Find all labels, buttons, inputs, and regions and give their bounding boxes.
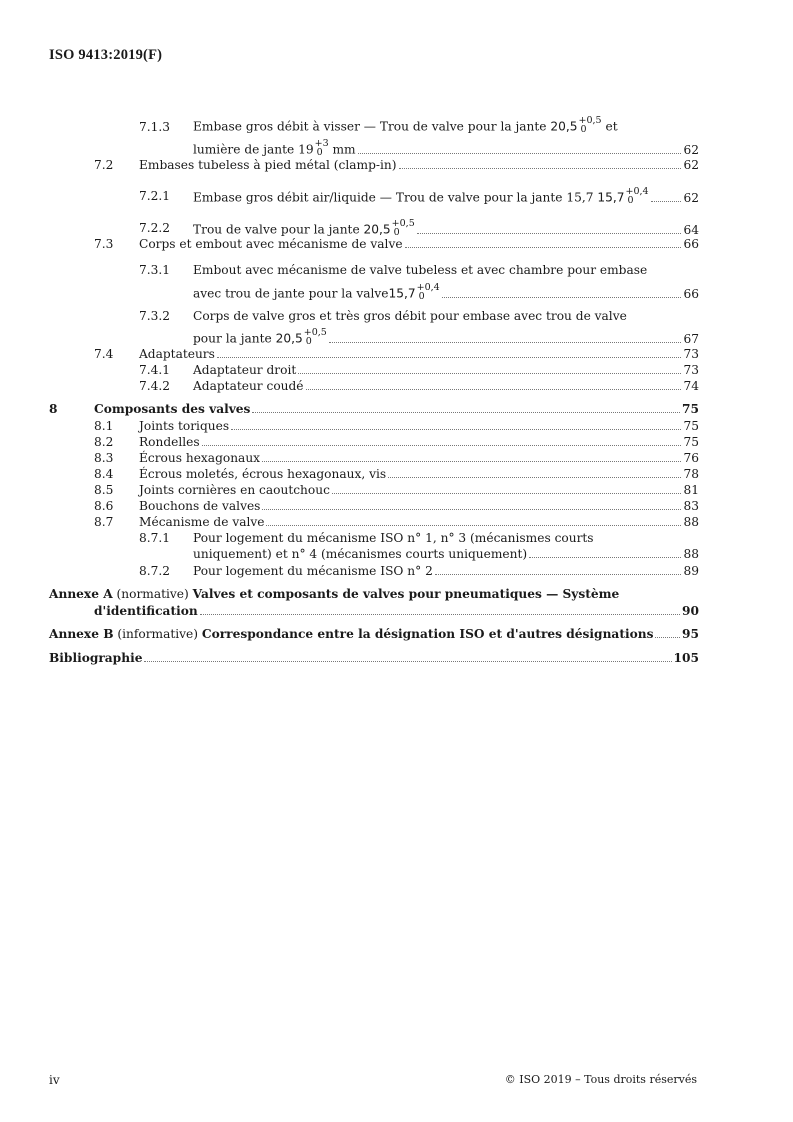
toc-num-8-7-1: 8.7.1 xyxy=(139,531,171,545)
toc-entry-8-7[interactable] xyxy=(139,515,699,529)
toc-text: Embase gros débit à visser — Trou de valve pour la jante xyxy=(193,119,547,134)
toc-text: Adaptateur coudé xyxy=(193,379,304,393)
toc-text: Mécanisme de valve xyxy=(139,515,265,529)
toc-num-8-4: 8.4 xyxy=(94,467,114,481)
toc-text-8-7-1-line1: Pour logement du mécanisme ISO n° 1, n° 3 (mécanismes courts xyxy=(193,531,594,545)
toc-page: 105 xyxy=(673,651,699,665)
page-number: iv xyxy=(49,1073,60,1087)
toc-entry-7-4-2[interactable] xyxy=(193,379,699,393)
tolerance: +0,5 0 xyxy=(303,327,327,347)
toc-entry-annex-b[interactable] xyxy=(49,627,699,641)
annex-type: (normative) xyxy=(116,587,189,601)
dot-leader xyxy=(417,233,682,234)
toc-entry-8[interactable] xyxy=(94,402,699,416)
toc-page: 62 xyxy=(683,158,699,172)
tolerance xyxy=(579,116,602,134)
dot-leader xyxy=(529,557,681,558)
toc-num-8-2: 8.2 xyxy=(94,435,114,449)
toc-page: 74 xyxy=(683,379,699,393)
toc-text-7-3-2-line1: Corps de valve gros et très gros débit pour embase avec trou de valve xyxy=(193,309,627,323)
toc-num-7-2: 7.2 xyxy=(94,158,114,172)
toc-entry-7-2-1[interactable] xyxy=(193,186,699,207)
toc-page: 78 xyxy=(683,467,699,481)
dot-leader xyxy=(202,445,682,446)
toc-text-end: et xyxy=(605,119,618,134)
toc-entry-8-5[interactable] xyxy=(139,483,699,497)
toc-page: 75 xyxy=(683,435,699,449)
toc-text: Bibliographie xyxy=(49,651,143,665)
toc-text-7-1-3-line1[interactable] xyxy=(193,115,618,136)
toc-page: 73 xyxy=(683,363,699,377)
document-id: ISO 9413:2019(F) xyxy=(49,47,163,63)
toc-page: 75 xyxy=(683,419,699,433)
dot-leader xyxy=(358,153,682,154)
toc-text: Écrous moletés, écrous hexagonaux, vis xyxy=(139,467,387,481)
dot-leader xyxy=(442,297,682,298)
annex-title: Correspondance entre la désignation ISO et d'autres désignations xyxy=(201,627,654,641)
toc-text: pour la jante 20,5 +0,5 0 xyxy=(193,327,327,347)
toc-text: d'identification xyxy=(94,604,198,618)
toc-entry-7-4[interactable] xyxy=(139,347,699,361)
tolerance: +0,4 0 xyxy=(625,186,649,206)
toc-page: 67 xyxy=(683,331,699,346)
toc-text: Joints cornières en caoutchouc xyxy=(139,483,330,497)
toc-text: Embases tubeless à pied métal (clamp-in) xyxy=(139,158,397,172)
toc-page: 66 xyxy=(683,286,699,301)
dot-leader xyxy=(329,342,682,343)
dot-leader xyxy=(200,614,680,615)
toc-num-7-1-3: 7.1.3 xyxy=(139,120,171,134)
toc-page: 62 xyxy=(683,190,699,205)
toc-page: 81 xyxy=(683,483,699,497)
toc-entry-annex-a[interactable] xyxy=(94,604,699,618)
dot-leader xyxy=(144,661,671,662)
toc-num-8-6: 8.6 xyxy=(94,499,114,513)
annex-label: Annexe B xyxy=(49,627,114,641)
toc-num-8-1: 8.1 xyxy=(94,419,114,433)
toc-annex-a-line1[interactable] xyxy=(49,587,619,601)
toc-entry-7-3[interactable] xyxy=(139,237,699,251)
toc-page: 88 xyxy=(683,515,699,529)
toc-text: Trou de valve pour la jante 20,5 +0,5 0 xyxy=(193,218,415,238)
tolerance: +0,5 0 xyxy=(391,218,415,238)
toc-text: Adaptateur droit xyxy=(193,363,297,377)
toc-page: 75 xyxy=(682,402,699,416)
toc-num-7-2-1: 7.2.1 xyxy=(139,189,171,203)
toc-entry-8-3[interactable] xyxy=(139,451,699,465)
toc-page: 66 xyxy=(683,237,699,251)
toc-text: Pour logement du mécanisme ISO n° 2 xyxy=(193,564,433,578)
toc-text: Composants des valves xyxy=(94,402,251,416)
dot-leader xyxy=(306,389,682,390)
dot-leader xyxy=(262,509,681,510)
tolerance: +0,4 0 xyxy=(416,282,440,302)
toc-entry-7-1-3[interactable] xyxy=(193,138,699,159)
dot-leader xyxy=(405,247,682,248)
toc-text: Corps et embout avec mécanisme de valve xyxy=(139,237,403,251)
toc-num-8: 8 xyxy=(49,402,58,416)
dot-leader xyxy=(435,574,682,575)
toc-page: 73 xyxy=(683,347,699,361)
toc-text: Adaptateurs xyxy=(139,347,215,361)
toc-entry-7-3-1[interactable] xyxy=(193,282,699,303)
toc-entry-8-1[interactable] xyxy=(139,419,699,433)
toc-entry-7-2[interactable] xyxy=(139,158,699,172)
annex-type: (informative) xyxy=(117,627,199,641)
dot-leader xyxy=(655,637,680,638)
toc-page: 90 xyxy=(682,604,699,618)
tolerance-upper: +0,5 xyxy=(578,115,602,126)
toc-num-8-7: 8.7 xyxy=(94,515,114,529)
toc-num-8-5: 8.5 xyxy=(94,483,114,497)
toc-text: Embase gros débit air/liquide — Trou de valve pour la jante 15,7 15,7 +0,4 0 xyxy=(193,186,649,206)
toc-text: Joints toriques xyxy=(139,419,230,433)
toc-page: 62 xyxy=(683,142,699,157)
toc-page: 83 xyxy=(683,499,699,513)
toc-entry-8-2[interactable] xyxy=(139,435,699,449)
dot-leader xyxy=(217,357,682,358)
toc-entry-8-7-1[interactable] xyxy=(193,547,699,561)
toc-num-8-7-2: 8.7.2 xyxy=(139,564,171,578)
toc-entry-7-4-1[interactable] xyxy=(193,363,699,377)
toc-entry-7-3-2[interactable] xyxy=(193,327,699,348)
toc-page: 88 xyxy=(683,547,699,561)
toc-text: lumière de jante 19 +3 0 mm xyxy=(193,138,356,158)
toc-entry-8-6[interactable] xyxy=(139,499,699,513)
toc-entry-bibliography[interactable] xyxy=(49,651,699,665)
toc-text: avec trou de jante pour la valve15,7 +0,4 0 xyxy=(193,282,440,302)
dot-leader xyxy=(388,477,681,478)
toc-text-7-3-1-line1: Embout avec mécanisme de valve tubeless et avec chambre pour embase xyxy=(193,263,648,277)
toc-num-7-3: 7.3 xyxy=(94,237,114,251)
toc-num-7-3-1: 7.3.1 xyxy=(139,263,171,277)
toc-num-7-3-2: 7.3.2 xyxy=(139,309,171,323)
toc-num-8-3: 8.3 xyxy=(94,451,114,465)
toc-text: uniquement) et n° 4 (mécanismes courts uniquement) xyxy=(193,547,528,561)
toc-num-7-2-2: 7.2.2 xyxy=(139,221,171,235)
annex-title: Valves et composants de valves pour pneumatiques — Système xyxy=(192,587,620,601)
toc-num-7-4-2: 7.4.2 xyxy=(139,379,171,393)
dot-leader xyxy=(332,493,682,494)
toc-text xyxy=(49,627,653,641)
toc-page: 95 xyxy=(682,627,699,641)
toc-entry-8-4[interactable] xyxy=(139,467,699,481)
dot-leader xyxy=(262,461,681,462)
toc-entry-8-7-2[interactable] xyxy=(193,564,699,578)
toc-page: 89 xyxy=(683,564,699,578)
copyright: © ISO 2019 – Tous droits réservés xyxy=(504,1073,697,1086)
toc-text: Écrous hexagonaux xyxy=(139,451,261,465)
dot-leader xyxy=(252,412,680,413)
toc-page: 76 xyxy=(683,451,699,465)
toc-text: Bouchons de valves xyxy=(139,499,261,513)
toc-num-7-4: 7.4 xyxy=(94,347,114,361)
annex-label: Annexe A xyxy=(49,587,113,601)
dot-leader xyxy=(298,373,681,374)
dot-leader xyxy=(266,525,681,526)
dot-leader xyxy=(651,201,682,202)
tolerance-nominal: 20,5 xyxy=(550,119,578,134)
toc-text: Rondelles xyxy=(139,435,200,449)
toc-num-7-4-1: 7.4.1 xyxy=(139,363,171,377)
dot-leader xyxy=(399,168,682,169)
tolerance: +3 0 xyxy=(314,138,329,158)
tolerance-lower: 0 xyxy=(580,124,587,135)
dot-leader xyxy=(231,429,681,430)
toc-page: 64 xyxy=(683,222,699,237)
